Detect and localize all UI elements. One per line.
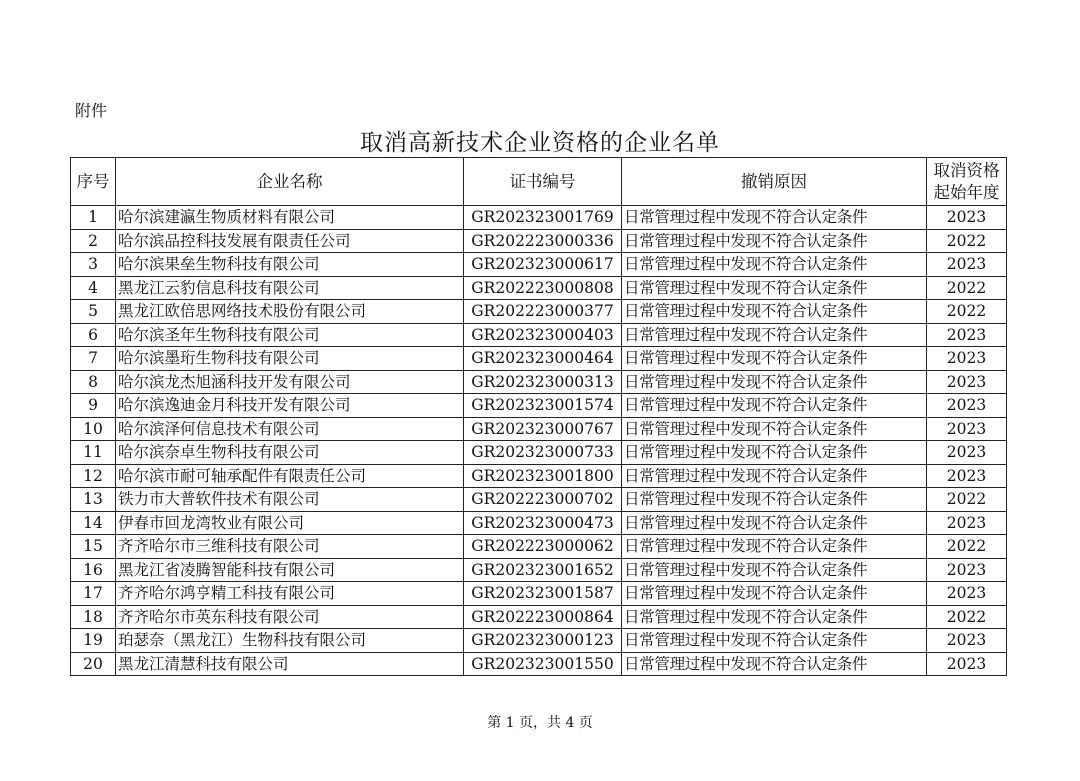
cell-code: GR202323000123 — [464, 629, 622, 653]
cell-year: 2023 — [927, 464, 1007, 488]
cell-no: 15 — [71, 535, 116, 559]
cell-reason: 日常管理过程中发现不符合认定条件 — [622, 370, 927, 394]
cell-name: 哈尔滨圣年生物科技有限公司 — [116, 323, 464, 347]
enterprise-table — [70, 157, 1007, 676]
cell-reason: 日常管理过程中发现不符合认定条件 — [622, 535, 927, 559]
table-row — [71, 229, 1007, 253]
table-row — [71, 558, 1007, 582]
cell-name: 珀瑟奈（黑龙江）生物科技有限公司 — [116, 629, 464, 653]
cell-year: 2023 — [927, 629, 1007, 653]
cell-name: 哈尔滨墨珩生物科技有限公司 — [116, 347, 464, 371]
table-row — [71, 253, 1007, 277]
table-row — [71, 347, 1007, 371]
cell-name: 哈尔滨龙杰旭涵科技开发有限公司 — [116, 370, 464, 394]
cell-name: 齐齐哈尔鸿亨精工科技有限公司 — [116, 582, 464, 606]
cell-name: 黑龙江欧倍思网络技术股份有限公司 — [116, 300, 464, 324]
header-no: 序号 — [71, 158, 116, 206]
cell-reason: 日常管理过程中发现不符合认定条件 — [622, 488, 927, 512]
cell-no: 7 — [71, 347, 116, 371]
cell-name: 哈尔滨泽何信息技术有限公司 — [116, 417, 464, 441]
cell-year: 2022 — [927, 229, 1007, 253]
header-year-line1: 取消资格 — [933, 160, 1000, 180]
table-row — [71, 605, 1007, 629]
cell-no: 13 — [71, 488, 116, 512]
cell-code: GR202323001550 — [464, 652, 622, 676]
table-row — [71, 394, 1007, 418]
table-row — [71, 488, 1007, 512]
header-reason: 撤销原因 — [622, 158, 927, 206]
cell-reason: 日常管理过程中发现不符合认定条件 — [622, 347, 927, 371]
cell-reason: 日常管理过程中发现不符合认定条件 — [622, 558, 927, 582]
cell-code: GR202223000062 — [464, 535, 622, 559]
header-year — [927, 158, 1007, 206]
cell-name: 哈尔滨建瀛生物质材料有限公司 — [116, 206, 464, 230]
cell-name: 黑龙江省凌腾智能科技有限公司 — [116, 558, 464, 582]
cell-year: 2023 — [927, 652, 1007, 676]
cell-year: 2022 — [927, 488, 1007, 512]
cell-no: 20 — [71, 652, 116, 676]
table-row — [71, 417, 1007, 441]
cell-code: GR202323001574 — [464, 394, 622, 418]
cell-name: 齐齐哈尔市英东科技有限公司 — [116, 605, 464, 629]
cell-code: GR202323001769 — [464, 206, 622, 230]
cell-year: 2023 — [927, 206, 1007, 230]
cell-code: GR202323000733 — [464, 441, 622, 465]
document-title: 取消高新技术企业资格的企业名单 — [360, 130, 720, 156]
cell-name: 哈尔滨果垒生物科技有限公司 — [116, 253, 464, 277]
cell-code: GR202323001587 — [464, 582, 622, 606]
header-name: 企业名称 — [116, 158, 464, 206]
cell-name: 齐齐哈尔市三维科技有限公司 — [116, 535, 464, 559]
table-header-row — [71, 158, 1007, 206]
header-year-line2: 起始年度 — [933, 182, 1000, 202]
cell-no: 4 — [71, 276, 116, 300]
cell-no: 19 — [71, 629, 116, 653]
cell-reason: 日常管理过程中发现不符合认定条件 — [622, 323, 927, 347]
cell-no: 2 — [71, 229, 116, 253]
cell-no: 9 — [71, 394, 116, 418]
cell-no: 1 — [71, 206, 116, 230]
cell-reason: 日常管理过程中发现不符合认定条件 — [622, 511, 927, 535]
cell-name: 黑龙江清慧科技有限公司 — [116, 652, 464, 676]
cell-year: 2023 — [927, 347, 1007, 371]
cell-code: GR202323000767 — [464, 417, 622, 441]
cell-code: GR202323000313 — [464, 370, 622, 394]
table-row — [71, 370, 1007, 394]
cell-year: 2022 — [927, 300, 1007, 324]
cell-year: 2023 — [927, 370, 1007, 394]
cell-name: 哈尔滨品控科技发展有限责任公司 — [116, 229, 464, 253]
cell-code: GR202223000702 — [464, 488, 622, 512]
cell-reason: 日常管理过程中发现不符合认定条件 — [622, 605, 927, 629]
cell-year: 2023 — [927, 511, 1007, 535]
cell-reason: 日常管理过程中发现不符合认定条件 — [622, 206, 927, 230]
cell-year: 2023 — [927, 394, 1007, 418]
table-row — [71, 206, 1007, 230]
cell-code: GR202223000336 — [464, 229, 622, 253]
cell-reason: 日常管理过程中发现不符合认定条件 — [622, 417, 927, 441]
cell-no: 11 — [71, 441, 116, 465]
cell-no: 12 — [71, 464, 116, 488]
table-row — [71, 582, 1007, 606]
cell-name: 伊春市回龙湾牧业有限公司 — [116, 511, 464, 535]
cell-code: GR202323001800 — [464, 464, 622, 488]
attachment-label: 附件 — [75, 101, 108, 120]
cell-name: 哈尔滨逸迪金月科技开发有限公司 — [116, 394, 464, 418]
cell-reason: 日常管理过程中发现不符合认定条件 — [622, 464, 927, 488]
cell-year: 2022 — [927, 276, 1007, 300]
table-body — [71, 206, 1007, 676]
cell-reason: 日常管理过程中发现不符合认定条件 — [622, 276, 927, 300]
cell-reason: 日常管理过程中发现不符合认定条件 — [622, 582, 927, 606]
cell-reason: 日常管理过程中发现不符合认定条件 — [622, 229, 927, 253]
cell-year: 2022 — [927, 535, 1007, 559]
table-row — [71, 535, 1007, 559]
table-row — [71, 652, 1007, 676]
cell-no: 17 — [71, 582, 116, 606]
cell-code: GR202323001652 — [464, 558, 622, 582]
cell-name: 哈尔滨市耐可轴承配件有限责任公司 — [116, 464, 464, 488]
cell-code: GR202223000808 — [464, 276, 622, 300]
cell-no: 16 — [71, 558, 116, 582]
table-row — [71, 511, 1007, 535]
cell-year: 2022 — [927, 605, 1007, 629]
table-row — [71, 629, 1007, 653]
cell-reason: 日常管理过程中发现不符合认定条件 — [622, 300, 927, 324]
cell-no: 5 — [71, 300, 116, 324]
cell-year: 2023 — [927, 441, 1007, 465]
header-code: 证书编号 — [464, 158, 622, 206]
cell-no: 8 — [71, 370, 116, 394]
table-row — [71, 441, 1007, 465]
cell-reason: 日常管理过程中发现不符合认定条件 — [622, 652, 927, 676]
cell-code: GR202323000464 — [464, 347, 622, 371]
cell-reason: 日常管理过程中发现不符合认定条件 — [622, 629, 927, 653]
cell-year: 2023 — [927, 253, 1007, 277]
cell-code: GR202323000473 — [464, 511, 622, 535]
cell-year: 2023 — [927, 582, 1007, 606]
cell-name: 哈尔滨奈卓生物科技有限公司 — [116, 441, 464, 465]
page-footer: 第 1 页，共 4 页 — [487, 715, 593, 731]
cell-name: 黑龙江云豹信息科技有限公司 — [116, 276, 464, 300]
cell-no: 6 — [71, 323, 116, 347]
cell-year: 2023 — [927, 417, 1007, 441]
table-row — [71, 464, 1007, 488]
cell-reason: 日常管理过程中发现不符合认定条件 — [622, 441, 927, 465]
cell-code: GR202223000377 — [464, 300, 622, 324]
cell-reason: 日常管理过程中发现不符合认定条件 — [622, 253, 927, 277]
table-row — [71, 323, 1007, 347]
table-row — [71, 300, 1007, 324]
cell-year: 2023 — [927, 558, 1007, 582]
cell-no: 14 — [71, 511, 116, 535]
cell-no: 18 — [71, 605, 116, 629]
cell-no: 10 — [71, 417, 116, 441]
cell-code: GR202223000864 — [464, 605, 622, 629]
cell-year: 2023 — [927, 323, 1007, 347]
cell-code: GR202323000617 — [464, 253, 622, 277]
cell-name: 铁力市大普软件技术有限公司 — [116, 488, 464, 512]
cell-no: 3 — [71, 253, 116, 277]
cell-reason: 日常管理过程中发现不符合认定条件 — [622, 394, 927, 418]
table-row — [71, 276, 1007, 300]
cell-code: GR202323000403 — [464, 323, 622, 347]
